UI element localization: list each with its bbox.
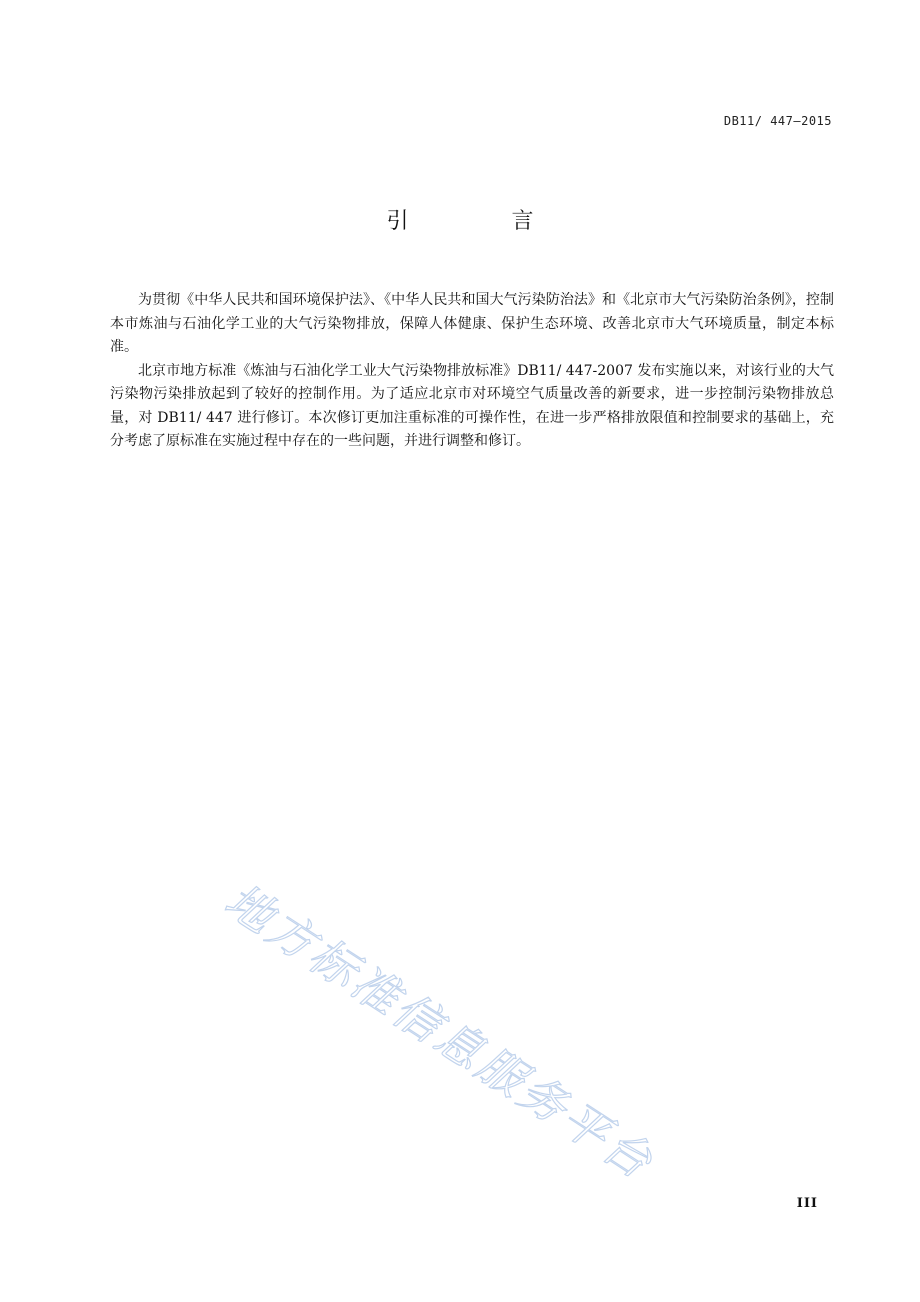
section-title: 引 言 bbox=[386, 209, 582, 234]
document-number: DB11/ 447—2015 bbox=[723, 114, 832, 128]
watermark: 地方标准信息服务平台 bbox=[215, 872, 665, 1191]
page-number: III bbox=[796, 1196, 818, 1211]
paragraph-2: 北京市地方标准《炼油与石油化学工业大气污染物排放标准》DB11/ 447-2007 发布实施以来，对该行业的大气污染物污染排放起到了较好的控制作用。为了适应北京市对环境空气质量改善的新要求，进一步控制污染物排放总量，对 DB11/ 447 进行修订。本次修订更加注重标准的可操作性，在进一步严格排放限值和控制要求的基础上，充分考虑了原标准在实施过程中存在的一些问题，并进行调整和修订。 bbox=[110, 362, 834, 449]
paragraph-1: 为贯彻《中华人民共和国环境保护法》、《中华人民共和国大气污染防治法》和《北京市大气污染防治条例》，控制本市炼油与石油化学工业的大气污染物排放，保障人体健康、保护生态环境、改善北京市大气环境质量，制定本标准。 bbox=[110, 292, 834, 355]
body-text bbox=[110, 289, 834, 454]
